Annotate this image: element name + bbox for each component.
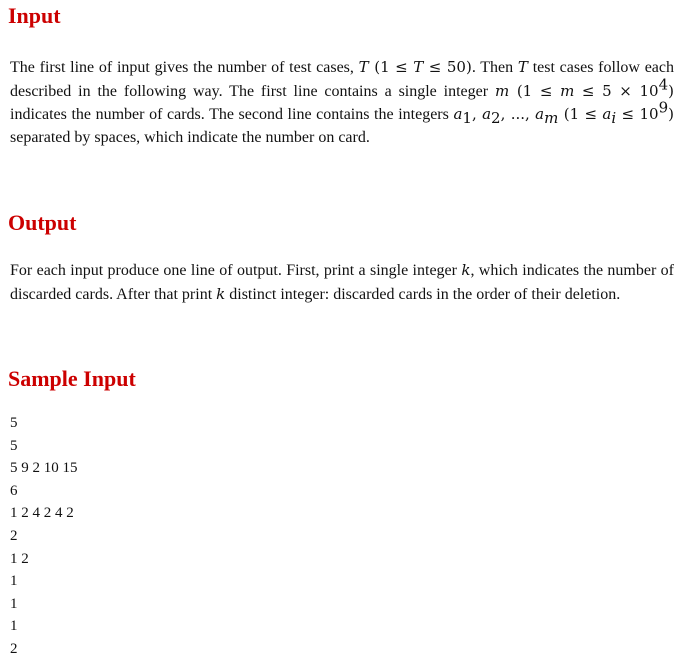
math-var-T: T xyxy=(358,58,369,76)
math-text: , xyxy=(471,105,483,123)
math-text: (1 ≤ xyxy=(368,58,414,76)
math-subscript: 1 xyxy=(462,109,472,128)
input-heading: Input xyxy=(8,3,61,28)
math-var-T: T xyxy=(517,58,528,76)
sample-input-block xyxy=(10,412,78,661)
math-subscript: i xyxy=(611,109,617,128)
math-text: (1 ≤ xyxy=(558,105,603,123)
math-text: ≤ 10 xyxy=(616,105,659,123)
math-subscript: 2 xyxy=(491,109,501,128)
math-exponent: 9 xyxy=(658,98,669,117)
math-text: (1 ≤ xyxy=(509,81,561,100)
math-var-a: a xyxy=(535,105,545,123)
math-var-a: a xyxy=(602,105,612,123)
sample-line: 2 xyxy=(10,527,18,544)
math-text: ) xyxy=(668,81,675,100)
text-run: . Then xyxy=(471,59,518,76)
sample-line: 5 xyxy=(10,437,18,454)
math-text: ≤ 50) xyxy=(423,58,472,76)
text-run: test cases follow each described in the following way. The first line contains a single integer xyxy=(10,59,675,100)
text-run: , which indicates the number of discarded cards. After that print xyxy=(10,262,674,303)
math-var-k: k xyxy=(216,284,226,303)
math-text: ) xyxy=(668,105,674,123)
sample-line: 2 xyxy=(10,640,18,657)
math-var-a: a xyxy=(453,105,463,123)
math-subscript: m xyxy=(544,109,559,128)
text-run: The first line of input gives the number of test cases, xyxy=(10,59,359,76)
sample-line: 1 xyxy=(10,595,18,612)
math-text: ≤ 5 × 10 xyxy=(574,81,659,100)
math-exponent: 4 xyxy=(658,75,669,94)
text-run: indicates the number of cards. The second line contains the integers xyxy=(10,106,454,123)
sample-line: 1 xyxy=(10,573,18,590)
math-var-m: m xyxy=(494,81,510,100)
sample-input-heading: Sample Input xyxy=(8,366,136,391)
sample-line: 1 xyxy=(10,618,18,635)
sample-line: 1 2 xyxy=(10,550,29,567)
sample-line: 5 xyxy=(10,415,18,431)
math-var-a: a xyxy=(482,105,492,123)
output-description xyxy=(10,259,674,306)
math-text: , ..., xyxy=(500,105,536,123)
sample-line: 1 2 4 2 4 2 xyxy=(10,505,74,522)
sample-line: 6 xyxy=(10,482,18,499)
text-run: distinct integer: discarded cards in the order of their deletion. xyxy=(225,285,621,303)
sample-line: 5 9 2 10 15 xyxy=(10,460,78,477)
math-var-k: k xyxy=(461,261,471,279)
input-description xyxy=(10,56,674,149)
text-run: For each input produce one line of output. First, print a single integer xyxy=(10,262,462,279)
text-run: separated by spaces, which indicate the number on card. xyxy=(10,128,370,146)
math-var-m: m xyxy=(560,81,575,100)
output-heading: Output xyxy=(8,210,77,235)
math-var-T: T xyxy=(413,58,424,76)
